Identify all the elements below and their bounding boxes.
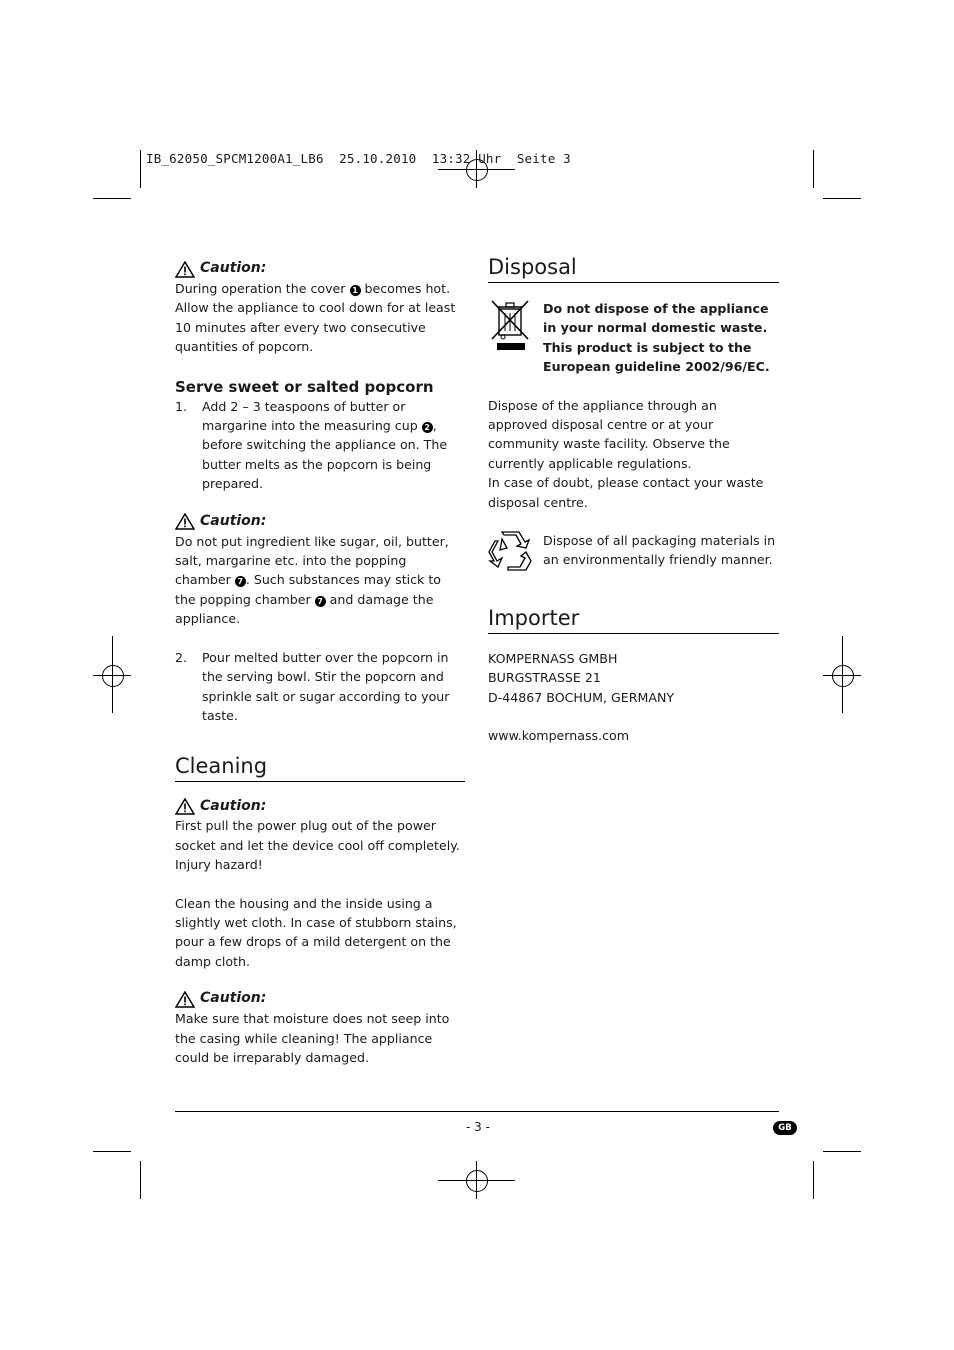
crop-mark bbox=[813, 1161, 814, 1199]
warning-triangle-icon bbox=[175, 991, 195, 1008]
right-column bbox=[488, 254, 779, 746]
body-paragraph: Clean the housing and the inside using a slightly wet cloth. In case of stubborn stains, pour a few drops of a mild detergent on the damp cloth. bbox=[175, 895, 457, 969]
step-number: 1. bbox=[175, 398, 188, 414]
warning-triangle-icon bbox=[175, 261, 195, 278]
caution-text: First pull the power plug out of the power socket and let the device cool off completely. Injury hazard! bbox=[175, 818, 460, 873]
caution-heading bbox=[175, 989, 465, 1009]
part-ref-badge: 7 bbox=[315, 596, 326, 607]
caution-text: During operation the cover 1 becomes hot. bbox=[175, 281, 451, 296]
caution-text: Make sure that moisture does not seep into the casing while cleaning! The appliance could be irreparably damaged. bbox=[175, 1011, 450, 1065]
language-badge: GB bbox=[773, 1121, 797, 1135]
crop-mark bbox=[823, 1151, 861, 1152]
caution-title: Caution: bbox=[200, 512, 267, 529]
crop-mark bbox=[93, 1151, 131, 1152]
registration-circle bbox=[102, 665, 124, 687]
section-heading-importer: Importer bbox=[488, 605, 779, 634]
part-ref-badge: 7 bbox=[235, 576, 246, 587]
address-line: BURGSTRASSE 21 bbox=[488, 670, 601, 686]
packaging-text: Dispose of all packaging materials in an environmentally friendly manner. bbox=[543, 533, 776, 568]
crop-mark bbox=[140, 150, 141, 188]
footer-divider bbox=[175, 1111, 779, 1112]
caution-heading bbox=[175, 512, 465, 532]
importer-address bbox=[488, 649, 779, 707]
body-paragraph: Dispose of the appliance through an approved disposal centre or at your community waste facility. Observe the currently applicable regulations. bbox=[488, 397, 730, 471]
caution-heading bbox=[175, 796, 465, 816]
warning-triangle-icon bbox=[175, 513, 195, 530]
section-heading-cleaning: Cleaning bbox=[175, 753, 465, 782]
caution-text: Allow the appliance to cool down for at least 10 minutes after every two consecutive quantities of popcorn. bbox=[175, 300, 456, 355]
registration-circle bbox=[832, 665, 854, 687]
recycle-icon bbox=[488, 531, 532, 571]
section-subheading: Serve sweet or salted popcorn bbox=[175, 377, 434, 396]
body-paragraph: In case of doubt, please contact your waste disposal centre. bbox=[488, 475, 764, 510]
print-slug: IB_62050_SPCM1200A1_LB6 25.10.2010 13:32 Uhr Seite 3 bbox=[146, 151, 571, 166]
weee-notice bbox=[488, 299, 779, 377]
step-item bbox=[175, 648, 465, 726]
part-ref-badge: 1 bbox=[350, 285, 361, 296]
address-line: KOMPERNASS GMBH bbox=[488, 651, 618, 667]
section-heading-disposal: Disposal bbox=[488, 254, 779, 283]
crop-mark bbox=[140, 1161, 141, 1199]
step-item bbox=[175, 397, 465, 494]
caution-title: Caution: bbox=[200, 260, 267, 277]
crop-mark bbox=[93, 198, 131, 199]
warning-triangle-icon bbox=[175, 798, 195, 815]
crop-mark bbox=[823, 198, 861, 199]
part-ref-badge: 2 bbox=[422, 422, 433, 433]
caution-text: Do not put ingredient like sugar, oil, butter, salt, margarine etc. into the popping chamber 7 . Such substances may stick to the popping chamber 7 and damage the appliance. bbox=[175, 533, 449, 627]
caution-title: Caution: bbox=[200, 990, 267, 1007]
crop-mark bbox=[813, 150, 814, 188]
page-number: - 3 - bbox=[466, 1120, 490, 1134]
step-text: Add 2 – 3 teaspoons of butter or margarine into the measuring cup 2 , before switching the appliance on. The butter melts as the popcorn is being prepared. bbox=[202, 398, 448, 492]
caution-title: Caution: bbox=[200, 797, 267, 814]
registration-circle bbox=[466, 1170, 488, 1192]
step-text: Pour melted butter over the popcorn in the serving bowl. Stir the popcorn and sprinkle salt or sugar according to your taste. bbox=[202, 649, 450, 723]
step-number: 2. bbox=[175, 649, 188, 665]
weee-text: Do not dispose of the appliance in your normal domestic waste. This product is subject to the European guideline 2002/96/EC. bbox=[543, 301, 770, 375]
crossed-bin-icon bbox=[488, 299, 532, 355]
address-line: D-44867 BOCHUM, GERMANY bbox=[488, 689, 675, 705]
website-link[interactable]: www.kompernass.com bbox=[488, 728, 629, 744]
packaging-notice bbox=[488, 531, 779, 571]
left-column bbox=[175, 259, 465, 1067]
caution-heading bbox=[175, 259, 465, 279]
